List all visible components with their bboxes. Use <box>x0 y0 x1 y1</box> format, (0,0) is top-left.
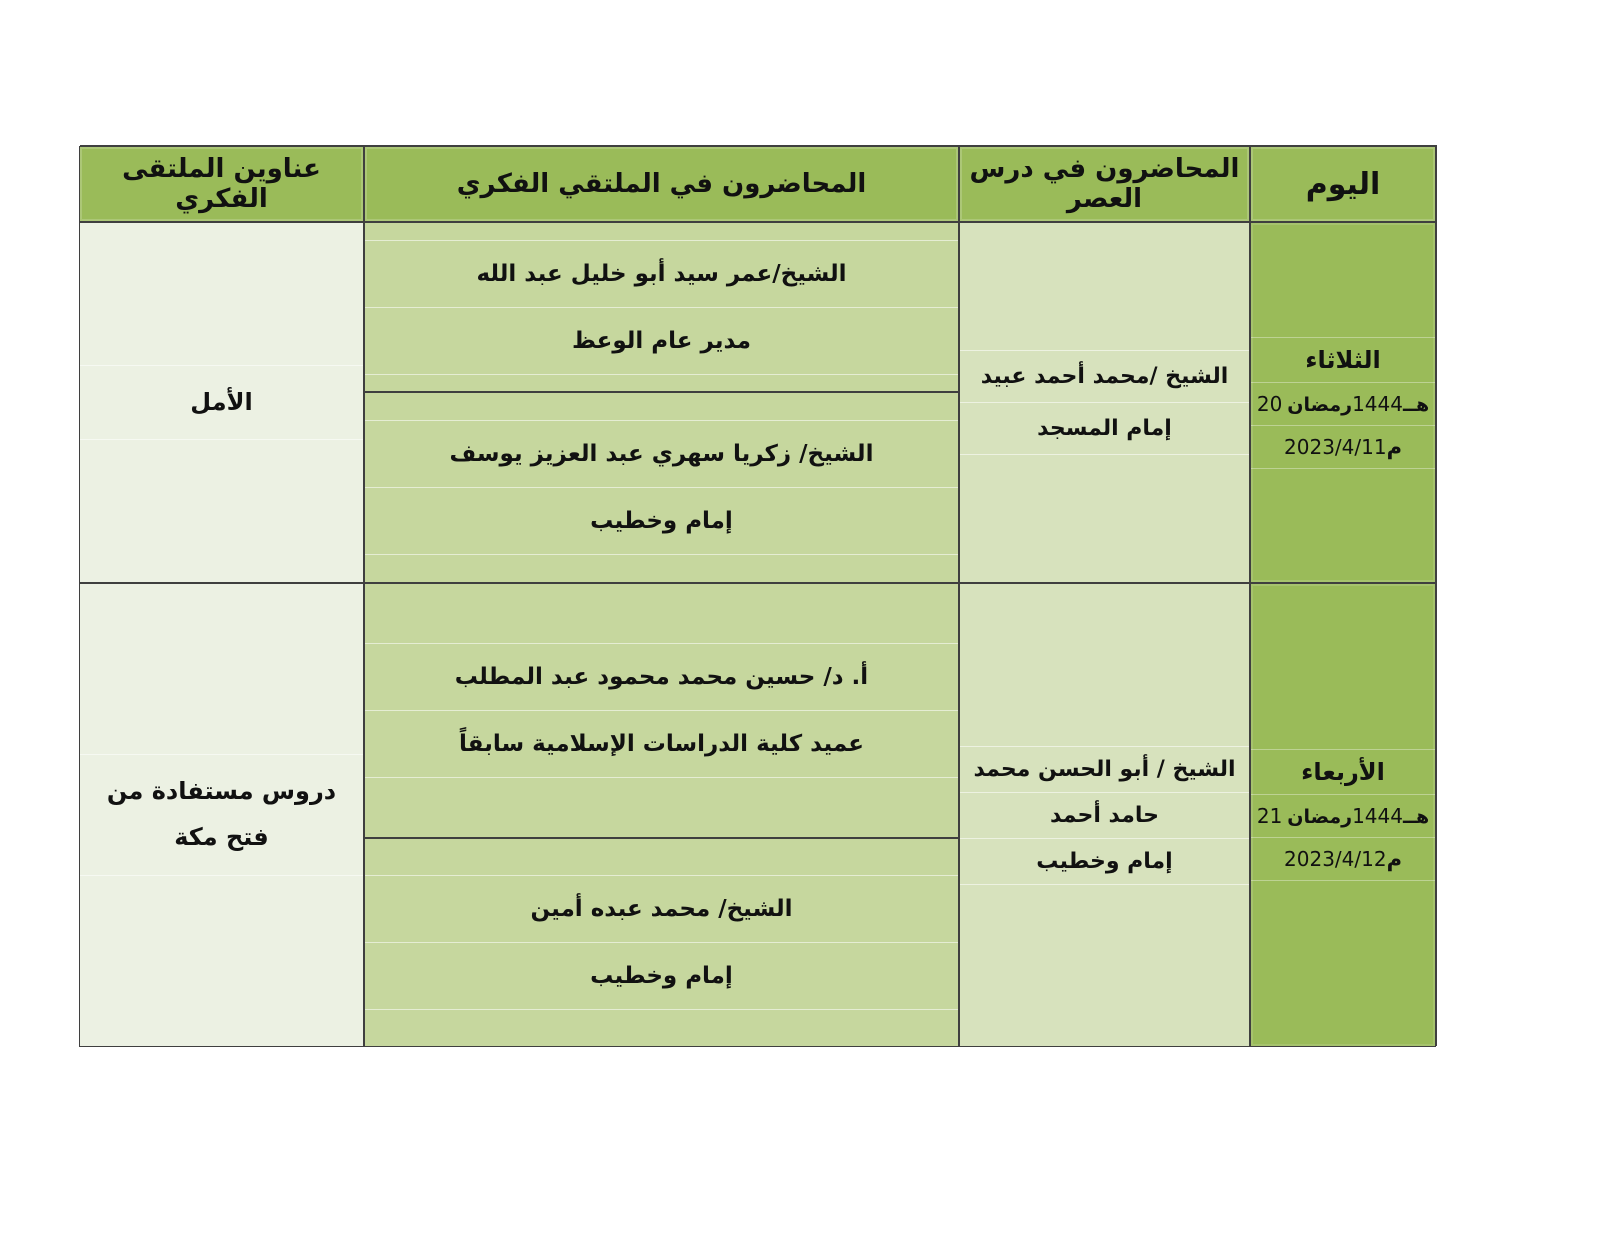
day-name: الأربعاء <box>1301 758 1385 786</box>
forum-lecturer-block <box>365 420 958 555</box>
day-cell-tuesday <box>1250 222 1436 583</box>
asr-lecturer-name-2: حامد أحمد <box>960 792 1249 838</box>
header-forum-titles <box>79 146 364 222</box>
header-day-label: اليوم <box>1305 166 1381 202</box>
gregorian-date-number: 2023/4/11 <box>1284 434 1387 459</box>
asr-block <box>960 746 1249 885</box>
forum-lecturer-name: الشيخ/عمر سيد أبو خليل عبد الله <box>476 260 847 287</box>
forum-lecturers-cell-tuesday <box>364 222 959 583</box>
forum-lecturer-block <box>365 643 958 778</box>
forum-lecturer-role: إمام وخطيب <box>365 487 958 554</box>
header-asr-label: المحاضرون في درس العصر <box>969 154 1240 214</box>
header-forum-lecturers <box>364 146 959 222</box>
forum-sub-cell-2 <box>365 393 958 582</box>
asr-lecturer-name: الشيخ / أبو الحسن محمد <box>973 756 1236 782</box>
asr-lecturer-cell-tuesday <box>959 222 1250 583</box>
gregorian-era: م <box>1386 847 1402 871</box>
hijri-date <box>1251 382 1435 425</box>
forum-title: دروس مستفادة من فتح مكة <box>106 777 337 851</box>
gregorian-date <box>1251 425 1435 468</box>
gregorian-date <box>1251 837 1435 880</box>
asr-lecturer-role: إمام وخطيب <box>960 838 1249 884</box>
forum-lecturer-role: عميد كلية الدراسات الإسلامية سابقاً <box>365 710 958 777</box>
forum-sub-cell-1 <box>365 223 958 393</box>
ramadan-schedule-table <box>80 145 1437 1046</box>
asr-block <box>960 350 1249 455</box>
asr-lecturer-role: إمام المسجد <box>960 402 1249 454</box>
forum-lecturers-cell-wednesday <box>364 583 959 1047</box>
header-titles-label: عناوين الملتقى الفكري <box>122 154 321 214</box>
asr-lecturer-name: الشيخ /محمد أحمد عبيد <box>980 364 1229 389</box>
day-block <box>1251 749 1435 881</box>
forum-lecturer-block <box>365 240 958 375</box>
gregorian-date-number: 2023/4/12 <box>1284 847 1387 871</box>
gregorian-era: م <box>1386 434 1402 459</box>
forum-title-block <box>80 365 363 441</box>
day-name: الثلاثاء <box>1305 345 1381 374</box>
forum-lecturer-role: إمام وخطيب <box>365 942 958 1009</box>
hijri-era: هــ <box>1402 806 1430 828</box>
asr-lecturer-cell-wednesday <box>959 583 1250 1047</box>
forum-sub-cell-1 <box>365 584 958 839</box>
day-block <box>1251 337 1435 469</box>
forum-lecturer-role: مدير عام الوعظ <box>365 307 958 374</box>
day-cell-wednesday <box>1250 583 1436 1047</box>
hijri-month: رمضان <box>1287 393 1353 416</box>
forum-title-cell-tuesday <box>79 222 364 583</box>
forum-lecturer-name: أ. د/ حسين محمد محمود عبد المطلب <box>454 664 869 690</box>
header-asr-lecturers <box>959 146 1250 222</box>
hijri-era: هــ <box>1402 393 1430 416</box>
hijri-year: 1444 <box>1352 804 1403 828</box>
header-day <box>1250 146 1436 222</box>
forum-sub-cell-2 <box>365 839 958 1046</box>
forum-title-cell-wednesday <box>79 583 364 1047</box>
forum-lecturer-name: الشيخ/ محمد عبده أمين <box>530 896 793 922</box>
forum-title: الأمل <box>190 387 253 416</box>
hijri-month: رمضان <box>1287 806 1353 828</box>
hijri-date <box>1251 794 1435 837</box>
forum-title-block <box>80 754 363 875</box>
header-forum-label: المحاضرون في الملتقي الفكري <box>456 169 867 199</box>
hijri-year: 1444 <box>1352 391 1403 416</box>
forum-lecturer-name: الشيخ/ زكريا سهري عبد العزيز يوسف <box>449 441 874 467</box>
hijri-day-number: 21 <box>1256 804 1283 828</box>
hijri-day-number: 20 <box>1256 391 1283 416</box>
forum-lecturer-block <box>365 875 958 1010</box>
